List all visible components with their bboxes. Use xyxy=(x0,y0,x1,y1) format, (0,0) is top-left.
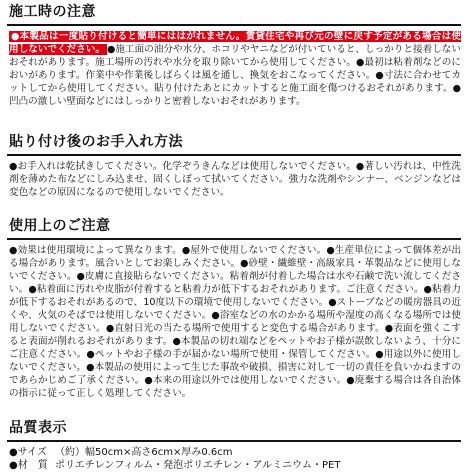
spec-row-material xyxy=(9,459,461,472)
spec-value-material: ポリエチレンフィルム・発泡ポリエチレン・アルミニウム・PET xyxy=(55,460,341,471)
spec-key-material: ●材 質 xyxy=(9,460,48,471)
care-heading: 貼り付け後のお手入れ方法 xyxy=(7,134,461,156)
labeling-heading: 品質表示 xyxy=(7,420,461,442)
construction-text: ●施工面の油分や水分、ホコリやヤニなどが付いていると、しっかりと接着しないおそれがあります。施工場所の汚れや水分を取り除いてから使用してください。●最初は粘着剤などのにおいがあります。作業中や作業後しばらくは風を通し、換気をおこなってください。●寸法に合わせてカットしてから使用してください。貼り付けたあとにカットすると施工面を傷つけるおそれがあります。●凹凸の激しい壁面などにはしっかりと密着しないおそれがあります。 xyxy=(9,44,462,107)
construction-heading: 施工時の注意 xyxy=(7,4,461,26)
usage-body: ●効果は使用環境によって異なります。●屋外で使用しないでください。●生産単位によって個体差が出る場合があります。風合いとしてお楽しみください。●砂壁・繊維壁・高級家具・革製品などに使用しないでください。●皮膚に直接貼らないでください。粘着剤が付着した場合は水や石鹸で洗い流してください。●粘着面に汚れや皮脂が付着すると粘着力が低下するおそれがあります。ご注意ください。●粘着力が低下するおそれがあるので、10度以下の環境で使用しないでください。●ストーブなどの暖房器具の近くや、火気のそばでは使用しないでください。●浴室などの水のかかる場所や湿度の高くなる場所では使用しないでください。●直射日光の当たる場所で使用すると変色する場合があります。●表面を強くこすると表面が削れるおそれがあります。●本製品の切れ端などをペットやお子様が誤飲しないよう、十分にご注意ください。●ペットやお子様の手が届かない場所で使用・保管してください。●用途以外に使用しないでください。●本製品の使用によって生じた事故や破損、損害に対して一切の責任を負いかねますのであらかじめご了承ください。●本来の用途以外では使用しないでください。●廃棄する場合は各自治体の指示に従って正しく処理してください。 xyxy=(9,245,461,399)
rental-warning: ●本製品は一度貼り付けると簡単にははがれません。賃貸住宅や再び元の壁に戻す予定がある場合は使用しないでください。 xyxy=(9,31,461,55)
labeling-section xyxy=(7,420,461,472)
construction-section xyxy=(7,4,461,108)
labeling-table xyxy=(7,446,461,472)
spec-row-size xyxy=(9,446,461,459)
construction-body xyxy=(7,30,461,108)
spec-value-size: （約）幅50cm×高さ6cm×厚み0.6cm xyxy=(55,447,233,458)
care-section xyxy=(7,134,461,199)
usage-section xyxy=(7,218,461,400)
usage-heading: 使用上のご注意 xyxy=(7,218,461,240)
care-body: ●お手入れは乾拭きしてください。化学ぞうきんなどは使用しないでください。●著しい汚れは、中性洗剤を薄めた布などにしみ込ませ、固くしぼって拭いてください。強力な洗剤やシンナー、ベンジンなどは変色などの原因になるので使用しないでください。 xyxy=(9,161,461,198)
spec-key-size: ●サイズ xyxy=(9,447,47,458)
